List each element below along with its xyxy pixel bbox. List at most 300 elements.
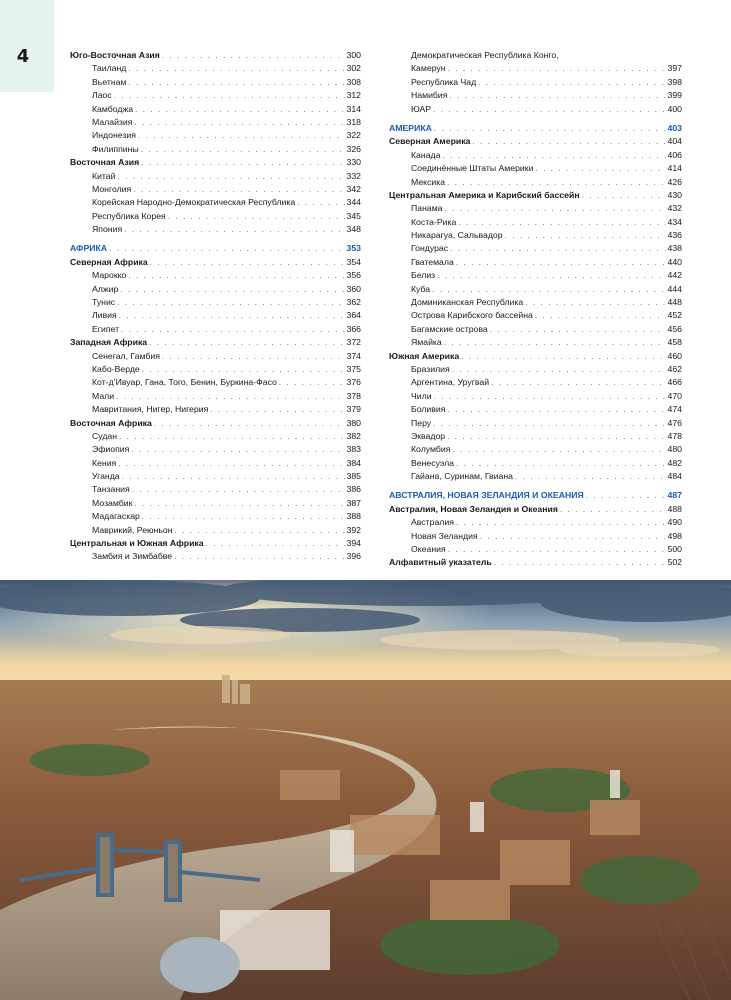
toc-label: Багамские острова: [411, 323, 488, 334]
toc-entry: [70, 457, 361, 470]
toc-section: [389, 122, 682, 135]
toc-entry: [70, 524, 361, 537]
toc-page-number: 345: [346, 210, 361, 221]
toc-page-number: 480: [667, 444, 682, 455]
toc-label: Восточная Азия: [70, 157, 140, 168]
toc-entry: [70, 223, 361, 236]
toc-entry: [70, 363, 361, 376]
toc-entry: [389, 417, 682, 430]
toc-leader: [450, 242, 665, 255]
toc-page-number: 458: [667, 337, 682, 348]
toc-label: Сенегал, Гамбия: [92, 350, 160, 361]
toc-page-number: 470: [667, 390, 682, 401]
toc-entry: [389, 390, 682, 403]
toc-entry: [70, 89, 361, 102]
toc-label: Доминиканская Республика: [411, 297, 524, 308]
toc-label: Новая Зеландия: [411, 530, 478, 541]
toc-page-number: 382: [346, 430, 361, 441]
toc-entry: [70, 430, 361, 443]
toc-label: Филиппины: [92, 143, 139, 154]
toc-leader: [131, 443, 344, 456]
toc-page-number: 374: [346, 350, 361, 361]
toc-leader: [447, 176, 665, 189]
toc-entry: [70, 497, 361, 510]
toc-leader: [490, 323, 666, 336]
toc-page-number: 462: [667, 363, 682, 374]
toc-leader: [119, 430, 344, 443]
toc-page-number: 398: [667, 76, 682, 87]
toc-entry: [389, 516, 682, 529]
toc-page-number: 387: [346, 497, 361, 508]
toc-leader: [456, 256, 666, 269]
toc-label: Лаос: [92, 90, 112, 101]
toc-page-number: 487: [667, 490, 682, 501]
toc-label: Чили: [411, 390, 432, 401]
toc-entry: [389, 283, 682, 296]
toc-heading: [70, 537, 361, 550]
toc-page-number: 440: [667, 256, 682, 267]
toc-page-number: 432: [667, 203, 682, 214]
toc-label: АВСТРАЛИЯ, НОВАЯ ЗЕЛАНДИЯ И ОКЕАНИЯ: [389, 490, 584, 501]
toc-leader: [116, 390, 344, 403]
toc-page-number: 430: [667, 189, 682, 200]
toc-leader: [114, 89, 345, 102]
toc-page-number: 342: [346, 183, 361, 194]
toc-page-number: 356: [346, 270, 361, 281]
toc-leader: [437, 269, 665, 282]
toc-page-number: 392: [346, 524, 361, 535]
toc-entry: [70, 76, 361, 89]
toc-page-number: 372: [346, 337, 361, 348]
toc-label: Канада: [411, 149, 441, 160]
toc-leader: [586, 490, 666, 503]
toc-leader: [162, 49, 345, 62]
toc-leader: [162, 350, 345, 363]
toc-leader: [117, 170, 344, 183]
toc-leader: [515, 470, 666, 483]
toc-label: Коста-Рика: [411, 216, 457, 227]
toc-section: [70, 242, 361, 255]
toc-label: Юго-Восточная Азия: [70, 49, 160, 60]
toc-label: Ливия: [92, 310, 117, 321]
toc-page-number: 460: [667, 350, 682, 361]
toc-label: Австралия, Новая Зеландия и Океания: [389, 503, 558, 514]
toc-entry: [389, 76, 682, 89]
toc-label: Северная Африка: [70, 256, 148, 267]
toc-label: Кабо-Верде: [92, 363, 140, 374]
toc-page-number: 399: [667, 90, 682, 101]
toc-label: Маврикий, Реюньон: [92, 524, 173, 535]
toc-leader: [433, 417, 665, 430]
toc-entry: [389, 443, 682, 456]
toc-page-number: 379: [346, 404, 361, 415]
toc-label: Панама: [411, 203, 443, 214]
toc-entry: [389, 269, 682, 282]
toc-page-number: 378: [346, 390, 361, 401]
toc-page-number: 502: [667, 557, 682, 568]
toc-entry: [70, 443, 361, 456]
toc-label: Малайзия: [92, 116, 133, 127]
toc-entry: [70, 170, 361, 183]
toc-page-number: 436: [667, 230, 682, 241]
toc-page-number: 397: [667, 63, 682, 74]
toc-leader: [135, 103, 344, 116]
toc-leader: [494, 556, 666, 569]
toc-page-number: 500: [667, 544, 682, 555]
toc-label: Южная Америка: [389, 350, 460, 361]
toc-label: Монголия: [92, 183, 132, 194]
toc-leader: [154, 417, 345, 430]
toc-entry: [389, 470, 682, 483]
toc-leader: [279, 376, 345, 389]
toc-leader: [117, 296, 344, 309]
toc-heading: [70, 417, 361, 430]
toc-label: Гондурас: [411, 243, 449, 254]
toc-entry: [389, 543, 682, 556]
toc-leader: [452, 363, 666, 376]
toc-entry: [70, 309, 361, 322]
toc-leader: [434, 122, 666, 135]
toc-page-number: 360: [346, 283, 361, 294]
toc-label: Колумбия: [411, 444, 451, 455]
toc-leader: [448, 62, 666, 75]
toc-entry: [70, 143, 361, 156]
toc-leader: [121, 323, 344, 336]
toc-label: Мексика: [411, 176, 446, 187]
toc-leader: [525, 296, 665, 309]
toc-label: Марокко: [92, 270, 127, 281]
toc-page-number: 375: [346, 363, 361, 374]
toc-entry: [70, 62, 361, 75]
toc-leader: [134, 497, 344, 510]
toc-leader: [128, 269, 344, 282]
toc-label: Аргентина, Уругвай: [411, 377, 490, 388]
toc-entry: [389, 309, 682, 322]
toc-heading: [70, 49, 361, 62]
toc-page-number: 300: [346, 49, 361, 60]
toc-heading: [70, 256, 361, 269]
toc-entry: [70, 269, 361, 282]
toc-heading: [389, 503, 682, 516]
toc-leader: [138, 129, 345, 142]
toc-label: Океания: [411, 544, 446, 555]
toc-entry: [389, 323, 682, 336]
toc-page-number: 403: [667, 122, 682, 133]
toc-page-number: 476: [667, 417, 682, 428]
toc-page-number: 348: [346, 224, 361, 235]
toc-page-number: 353: [346, 243, 361, 254]
toc-page-number: 388: [346, 511, 361, 522]
toc-leader: [491, 376, 665, 389]
toc-label: Камбоджа: [92, 103, 134, 114]
toc-page-number: 354: [346, 256, 361, 267]
toc-entry: [70, 403, 361, 416]
toc-leader: [442, 149, 665, 162]
toc-page-number: 385: [346, 471, 361, 482]
toc-page-number: 404: [667, 136, 682, 147]
toc-page-number: 344: [346, 197, 361, 208]
toc-leader: [297, 196, 344, 209]
toc-label: Таиланд: [92, 63, 127, 74]
toc-label: Мали: [92, 390, 115, 401]
toc-label: Мозамбик: [92, 497, 133, 508]
toc-leader: [128, 62, 344, 75]
toc-heading: [70, 336, 361, 349]
toc-page-number: 456: [667, 323, 682, 334]
toc-leader: [142, 510, 345, 523]
toc-label: Алжир: [92, 283, 119, 294]
toc-label: Эквадор: [411, 430, 446, 441]
toc-entry: [70, 129, 361, 142]
toc-section: [389, 490, 682, 503]
toc-label: Белиз: [411, 270, 436, 281]
toc-leader: [478, 76, 665, 89]
toc-entry: [70, 183, 361, 196]
toc-leader: [210, 403, 344, 416]
toc-label: ЮАР: [411, 103, 432, 114]
toc-label: Никарагуа, Сальвадор: [411, 230, 503, 241]
toc-leader: [128, 76, 344, 89]
toc-leader: [456, 516, 666, 529]
toc-leader: [141, 156, 344, 169]
toc-page-number: 318: [346, 116, 361, 127]
toc-entry: [389, 256, 682, 269]
toc-label: Западная Африка: [70, 337, 148, 348]
toc-leader: [505, 229, 666, 242]
toc-page-number: 484: [667, 471, 682, 482]
toc-page-number: 332: [346, 170, 361, 181]
toc-page-number: 326: [346, 143, 361, 154]
toc-page-number: 314: [346, 103, 361, 114]
toc-page-number: 396: [346, 551, 361, 562]
toc-leader: [447, 430, 665, 443]
toc-entry: [70, 390, 361, 403]
toc-label: Вьетнам: [92, 76, 127, 87]
toc-page-number: 366: [346, 323, 361, 334]
toc-label: Кот-д’Ивуар, Гана, Того, Бенин, Буркина-Фасо: [92, 377, 277, 388]
toc-label: Центральная и Южная Африка: [70, 538, 204, 549]
toc-entry: [70, 484, 361, 497]
toc-leader: [132, 484, 345, 497]
toc-page-number: 444: [667, 283, 682, 294]
toc-heading: [389, 556, 682, 569]
toc-entry: [389, 363, 682, 376]
toc-label: Ямайка: [411, 337, 442, 348]
toc-label: Гайана, Суринам, Гвиана: [411, 471, 513, 482]
toc-heading: [70, 156, 361, 169]
toc-page-number: 452: [667, 310, 682, 321]
toc-entry: [70, 210, 361, 223]
toc-label: Соединённые Штаты Америки: [411, 163, 534, 174]
toc-entry: [70, 296, 361, 309]
toc-label: Северная Америка: [389, 136, 471, 147]
toc-page-number: 488: [667, 503, 682, 514]
toc-page-number: 406: [667, 149, 682, 160]
toc-entry: [389, 336, 682, 349]
toc-page-number: 438: [667, 243, 682, 254]
toc-leader: [134, 116, 344, 129]
toc-page-number: 448: [667, 297, 682, 308]
toc-entry: [70, 283, 361, 296]
toc-entry: [389, 530, 682, 543]
toc-label: Корейская Народно-Демократическая Республика: [92, 197, 296, 208]
toc-leader: [456, 457, 666, 470]
toc-page-number: 376: [346, 377, 361, 388]
toc-leader: [174, 550, 344, 563]
toc-page-number: 434: [667, 216, 682, 227]
toc-entry: [70, 510, 361, 523]
toc-leader: [447, 403, 665, 416]
toc-leader: [535, 162, 665, 175]
toc-page-number: 490: [667, 517, 682, 528]
toc-leader: [206, 537, 345, 550]
toc-leader: [122, 470, 345, 483]
toc-entry: [70, 470, 361, 483]
toc-page-number: 478: [667, 430, 682, 441]
toc-leader: [433, 103, 665, 116]
toc-label: Австралия: [411, 517, 454, 528]
toc-entry: [70, 350, 361, 363]
toc-label: Уганда: [92, 471, 120, 482]
toc-page-number: 386: [346, 484, 361, 495]
toc-entry: [70, 550, 361, 563]
toc-leader: [535, 309, 666, 322]
toc-page-number: 308: [346, 76, 361, 87]
toc-label: Восточная Африка: [70, 417, 152, 428]
toc-label: Гватемала: [411, 256, 454, 267]
toc-leader: [452, 443, 665, 456]
toc-leader: [449, 89, 665, 102]
toc-entry: [389, 296, 682, 309]
toc-page-number: 330: [346, 157, 361, 168]
toc-page-number: 474: [667, 404, 682, 415]
toc-label: Перу: [411, 417, 432, 428]
toc-column-right: [389, 49, 682, 570]
toc-label: АМЕРИКА: [389, 122, 432, 133]
toc-leader: [461, 350, 665, 363]
toc-label: Индонезия: [92, 130, 136, 141]
toc-label: Алфавитный указатель: [389, 557, 492, 568]
toc-leader: [175, 524, 345, 537]
toc-entry: [389, 457, 682, 470]
toc-entry: [70, 196, 361, 209]
toc-label: Республика Чад: [411, 76, 477, 87]
toc-entry: [389, 49, 682, 62]
toc-label: Намибия: [411, 90, 448, 101]
toc-label: АФРИКА: [70, 243, 108, 254]
toc-label: Тунис: [92, 297, 116, 308]
toc-page-number: 312: [346, 90, 361, 101]
toc-leader: [149, 336, 344, 349]
toc-heading: [389, 135, 682, 148]
toc-label: Венесуэла: [411, 457, 454, 468]
toc-label: Камерун: [411, 63, 446, 74]
toc-leader: [445, 202, 666, 215]
toc-page-number: 380: [346, 417, 361, 428]
toc-leader: [168, 210, 345, 223]
toc-entry: [70, 116, 361, 129]
toc-label: Китай: [92, 170, 116, 181]
toc-entry: [389, 376, 682, 389]
toc-leader: [141, 143, 345, 156]
toc-entry: [389, 89, 682, 102]
toc-entry: [70, 323, 361, 336]
toc-page-number: 302: [346, 63, 361, 74]
toc-leader: [560, 503, 666, 516]
toc-page-number: 466: [667, 377, 682, 388]
toc-label: Куба: [411, 283, 431, 294]
toc-label: Египет: [92, 323, 120, 334]
toc-entry: [389, 162, 682, 175]
toc-label: Судан: [92, 430, 118, 441]
toc-leader: [120, 283, 344, 296]
toc-leader: [124, 223, 344, 236]
toc-entry: [389, 149, 682, 162]
toc-label: Эфиопия: [92, 444, 130, 455]
toc-leader: [472, 135, 665, 148]
toc-leader: [432, 283, 665, 296]
toc-page-number: 322: [346, 130, 361, 141]
toc-leader: [119, 309, 345, 322]
toc-entry: [389, 242, 682, 255]
toc-entry: [389, 430, 682, 443]
toc-column-left: [70, 49, 361, 564]
toc-entry: [389, 202, 682, 215]
toc-label: Мадагаскар: [92, 511, 140, 522]
toc-page-number: 364: [346, 310, 361, 321]
toc-label: Демократическая Республика Конго,: [411, 49, 559, 60]
toc-leader: [150, 256, 345, 269]
toc-label: Замбия и Зимбабве: [92, 551, 173, 562]
toc-entry: [70, 103, 361, 116]
toc-leader: [448, 543, 666, 556]
toc-page-number: 384: [346, 457, 361, 468]
toc-page-number: 414: [667, 163, 682, 174]
toc-entry: [389, 176, 682, 189]
toc-page-number: 400: [667, 103, 682, 114]
toc-page-number: 394: [346, 538, 361, 549]
toc-label: Боливия: [411, 404, 446, 415]
city-photo: [0, 580, 731, 1000]
toc-label: Мавритания, Нигер, Нигерия: [92, 404, 209, 415]
toc-label: Япония: [92, 224, 123, 235]
toc-entry: [389, 216, 682, 229]
page-number: 4: [16, 46, 30, 67]
toc-heading: [389, 350, 682, 363]
toc-heading: [389, 189, 682, 202]
toc-leader: [109, 242, 344, 255]
toc-entry: [389, 103, 682, 116]
toc-label: Центральная Америка и Карибский бассейн: [389, 189, 580, 200]
toc-leader: [434, 390, 666, 403]
toc-label: Острова Карибского бассейна: [411, 310, 533, 321]
toc-entry: [389, 403, 682, 416]
toc-page-number: 482: [667, 457, 682, 468]
toc-label: Республика Корея: [92, 210, 166, 221]
toc-label: Бразилия: [411, 363, 450, 374]
toc-entry: [389, 229, 682, 242]
toc-entry: [70, 376, 361, 389]
toc-label: Кения: [92, 457, 117, 468]
toc-leader: [118, 457, 344, 470]
toc-leader: [582, 189, 666, 202]
toc-leader: [133, 183, 344, 196]
toc-leader: [480, 530, 666, 543]
toc-page-number: 498: [667, 530, 682, 541]
toc-page-number: 383: [346, 444, 361, 455]
toc-leader: [458, 216, 665, 229]
toc-page-number: 442: [667, 270, 682, 281]
